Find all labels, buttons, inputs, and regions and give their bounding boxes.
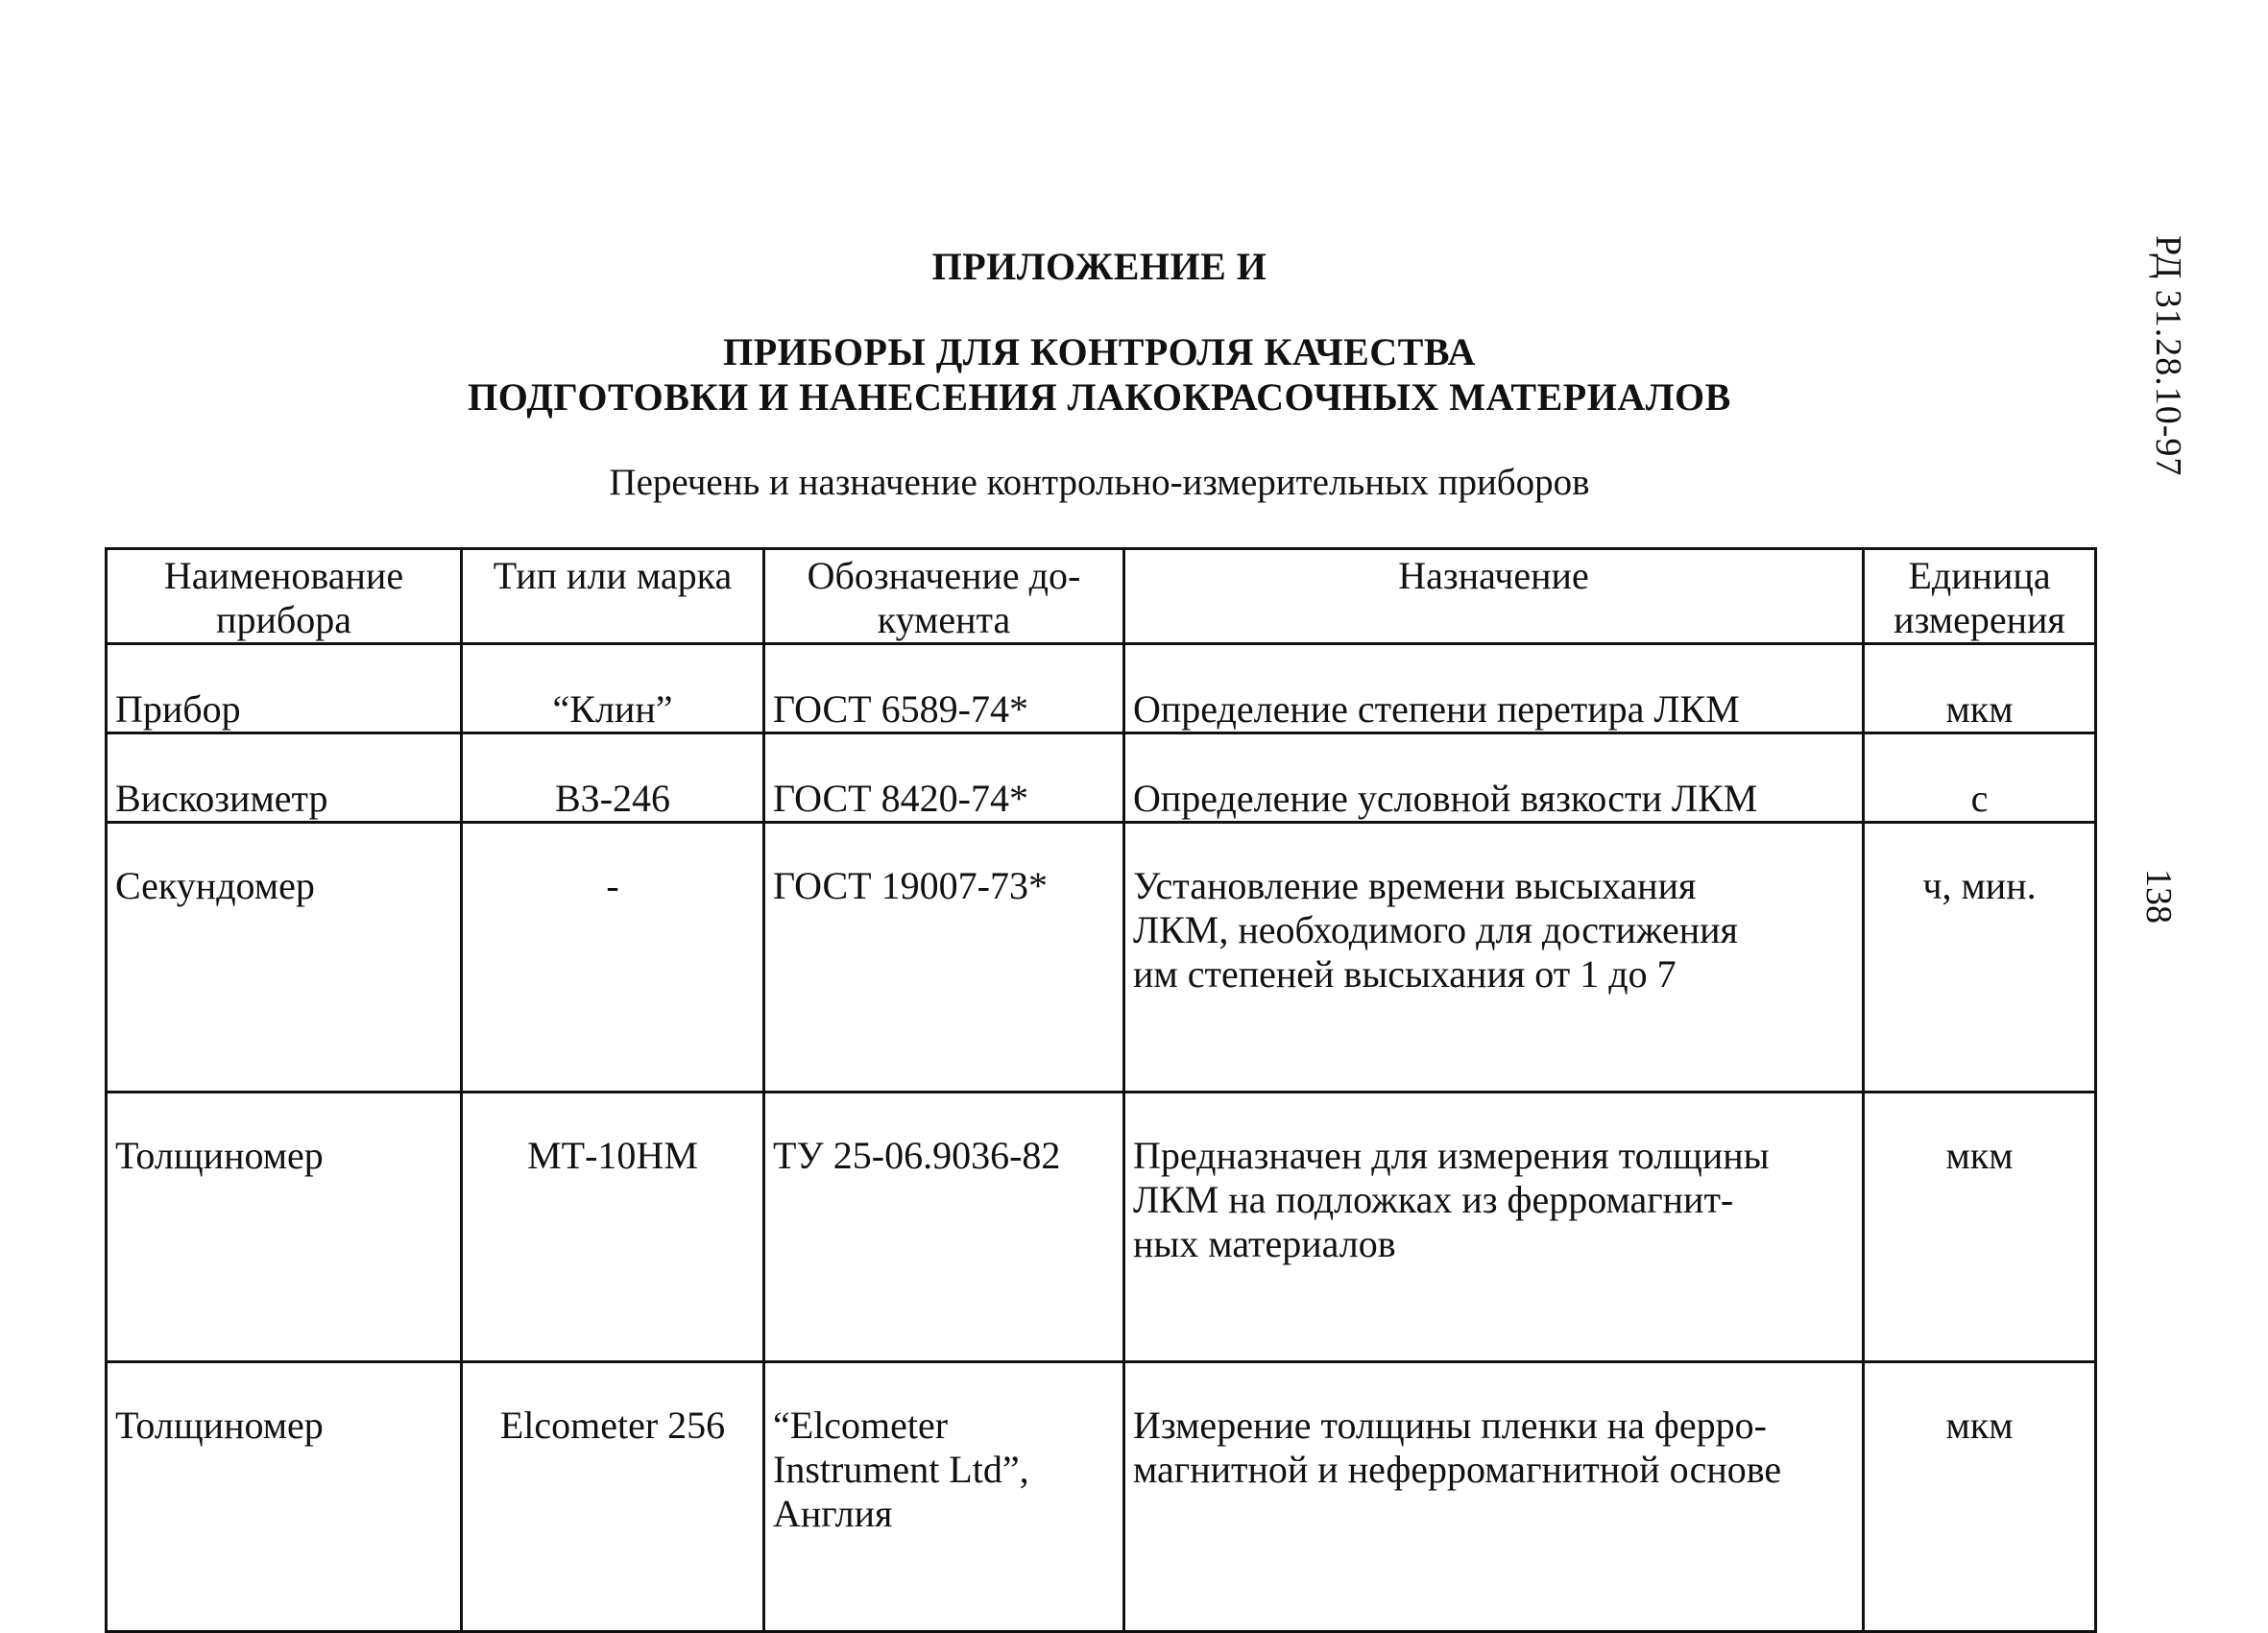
- header-unit: Единица измерения: [1864, 549, 2096, 644]
- cell-unit: мкм: [1864, 1093, 2096, 1362]
- appendix-title: ПРИЛОЖЕНИЕ И: [931, 245, 1267, 288]
- instruments-table: [105, 547, 2097, 1633]
- document-heading-line-2: ПОДГОТОВКИ И НАНЕСЕНИЯ ЛАКОКРАСОЧНЫХ МАТЕРИАЛОВ: [468, 375, 1731, 419]
- document-code-text: РД 31.28.10-97: [2148, 235, 2188, 477]
- cell-instrument-name: Вискозиметр: [107, 733, 462, 823]
- cell-unit: мкм: [1864, 1362, 2096, 1632]
- cell-type-or-brand: “Клин”: [462, 644, 764, 733]
- cell-purpose: Определение степени перетира ЛКМ: [1124, 644, 1864, 733]
- page-number-text: 138: [2138, 869, 2179, 924]
- cell-instrument-name: Секундомер: [107, 823, 462, 1093]
- cell-document-designation: ГОСТ 8420-74*: [764, 733, 1124, 823]
- cell-unit: с: [1864, 733, 2096, 823]
- cell-purpose: Установление времени высыхания ЛКМ, необходимого для достижения им степеней высыхания от 1 до 7: [1124, 823, 1864, 1093]
- table-row: [107, 823, 2096, 1093]
- table-row: [107, 733, 2096, 823]
- table-row: [107, 1093, 2096, 1362]
- cell-instrument-name: Толщиномер: [107, 1093, 462, 1362]
- header-purpose: Назначение: [1124, 549, 1864, 644]
- header-type-or-brand: Тип или марка: [462, 549, 764, 644]
- header-instrument-name: Наименование прибора: [107, 549, 462, 644]
- cell-document-designation: ГОСТ 19007-73*: [764, 823, 1124, 1093]
- cell-instrument-name: Толщиномер: [107, 1362, 462, 1632]
- cell-purpose: Измерение толщины пленки на ферро- магнитной и неферромагнитной основе: [1124, 1362, 1864, 1632]
- cell-document-designation: “Elcometer Instrument Ltd”, Англия: [764, 1362, 1124, 1632]
- cell-document-designation: ГОСТ 6589-74*: [764, 644, 1124, 733]
- table-header-row: [107, 549, 2096, 644]
- cell-type-or-brand: Elcometer 256: [462, 1362, 764, 1632]
- cell-purpose: Определение условной вязкости ЛКМ: [1124, 733, 1864, 823]
- cell-unit: ч, мин.: [1864, 823, 2096, 1093]
- page-number: [2134, 869, 2191, 946]
- cell-purpose: Предназначен для измерения толщины ЛКМ на подложках из ферромагнит- ных материалов: [1124, 1093, 1864, 1362]
- document-heading-line-1: ПРИБОРЫ ДЛЯ КОНТРОЛЯ КАЧЕСТВА: [723, 330, 1476, 373]
- cell-unit: мкм: [1864, 644, 2096, 733]
- table-row: [107, 644, 2096, 733]
- header-document-designation: Обозначение до- кумента: [764, 549, 1124, 644]
- cell-document-designation: ТУ 25-06.9036-82: [764, 1093, 1124, 1362]
- table-caption: Перечень и назначение контрольно-измерительных приборов: [609, 462, 1590, 503]
- cell-instrument-name: Прибор: [107, 644, 462, 733]
- table-row: [107, 1362, 2096, 1632]
- cell-type-or-brand: -: [462, 823, 764, 1093]
- cell-type-or-brand: ВЗ-246: [462, 733, 764, 823]
- cell-type-or-brand: МТ-10НМ: [462, 1093, 764, 1362]
